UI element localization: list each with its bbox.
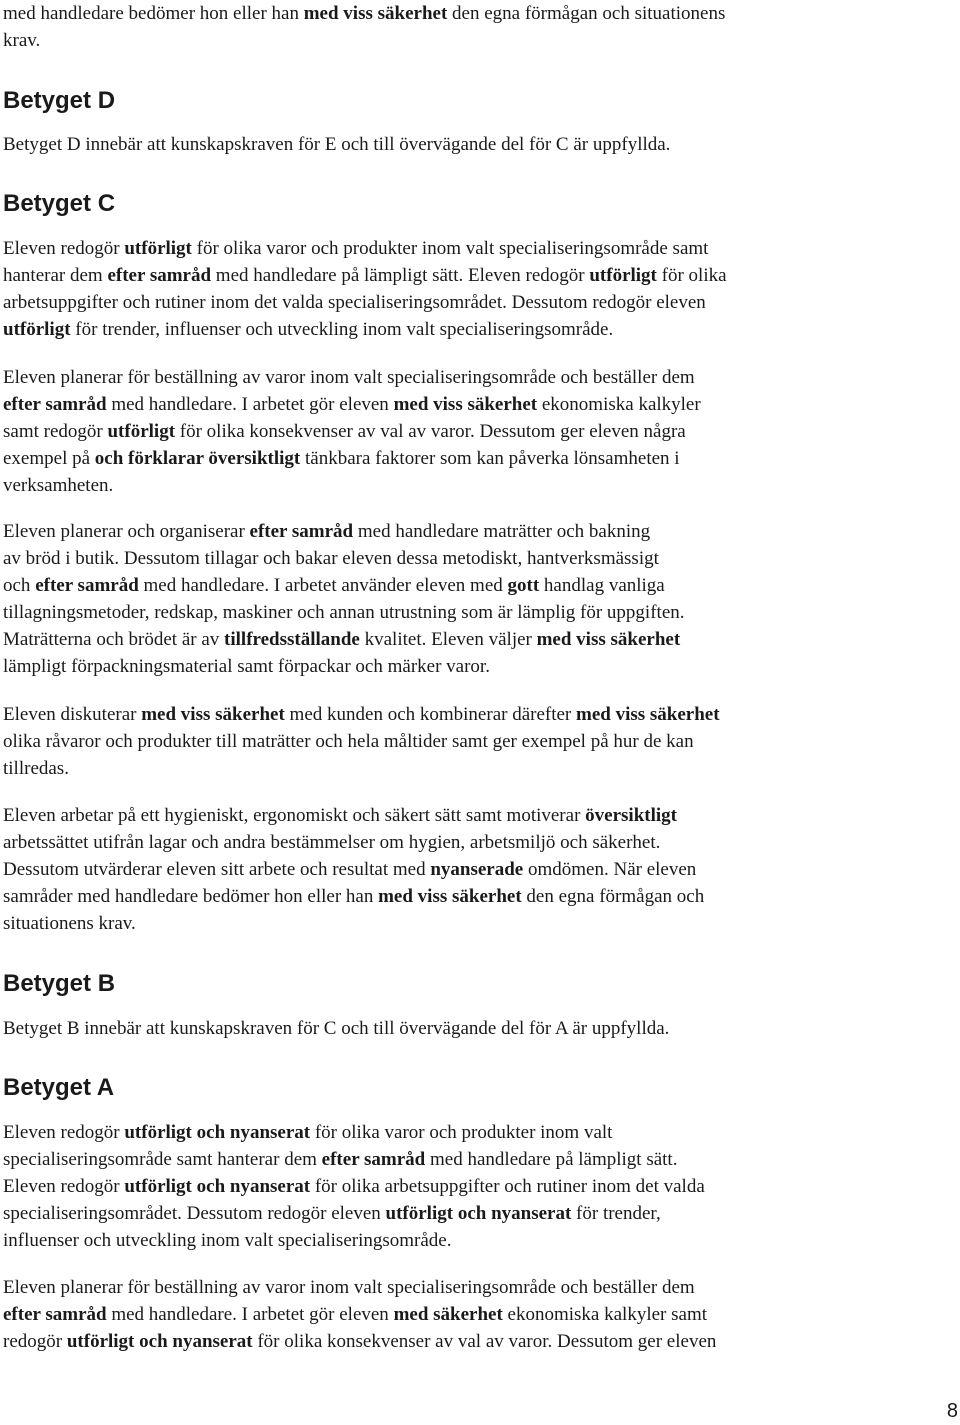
- text-run: den egna förmågan och: [521, 886, 705, 907]
- text-line: [3, 1274, 716, 1301]
- paragraph: [3, 802, 704, 937]
- paragraph: [3, 1274, 716, 1355]
- bold-phrase: efter samråd: [107, 265, 212, 286]
- text-line: [3, 701, 720, 728]
- bold-phrase: utförligt och nyanserat: [385, 1203, 572, 1224]
- text-run: omdömen. När eleven: [523, 859, 697, 880]
- text-run: och: [3, 575, 36, 596]
- text-line: [3, 1173, 705, 1200]
- text-line: [3, 829, 704, 856]
- text-run: Eleven diskuterar: [3, 704, 142, 725]
- text-line: [3, 1301, 716, 1328]
- text-run: den egna förmågan och situationens: [447, 3, 726, 24]
- text-line: [3, 472, 701, 499]
- bold-phrase: med viss säkerhet: [303, 3, 448, 24]
- text-run: med handledare. I arbetet gör eleven: [106, 394, 394, 415]
- text-run: för olika konsekvenser av val av varor. Dessutom ger eleven några: [175, 421, 686, 442]
- text-run: specialiseringsområdet. Dessutom redogör eleven: [3, 1203, 386, 1224]
- text-line: [3, 728, 720, 755]
- text-line: [3, 445, 701, 472]
- text-line: [3, 131, 670, 158]
- text-run: Betyget D innebär att kunskapskraven för E och till övervägande del för C är uppfyllda.: [3, 134, 671, 155]
- text-run: för trender, influenser och utveckling inom valt specialiseringsområde.: [70, 319, 614, 340]
- text-run: med handledare på lämpligt sätt. Eleven redogör: [211, 265, 590, 286]
- paragraph: [3, 1015, 669, 1042]
- bold-phrase: och förklarar översiktligt: [94, 448, 301, 469]
- paragraph: [3, 235, 727, 343]
- text-line: [3, 883, 704, 910]
- text-line: [3, 418, 701, 445]
- text-run: krav.: [3, 30, 41, 51]
- bold-phrase: efter samråd: [249, 521, 354, 542]
- section-heading: Betyget A: [3, 1074, 115, 1101]
- text-run: ekonomiska kalkyler samt: [502, 1304, 708, 1325]
- text-run: arbetssättet utifrån lagar och andra bestämmelser om hygien, arbetsmiljö och säkerhet.: [3, 832, 661, 853]
- bold-phrase: efter samråd: [3, 1304, 107, 1325]
- bold-phrase: nyanserade: [430, 859, 524, 880]
- bold-phrase: efter samråd: [35, 575, 139, 596]
- text-line: [3, 545, 685, 572]
- text-run: för olika varor och produkter inom valt: [310, 1122, 613, 1143]
- text-run: med handledare. I arbetet använder eleven med: [138, 575, 508, 596]
- text-run: handlag vanliga: [539, 575, 665, 596]
- text-run: Eleven redogör: [3, 1122, 125, 1143]
- bold-phrase: med viss säkerhet: [141, 704, 285, 725]
- text-run: exempel på: [3, 448, 95, 469]
- bold-phrase: med viss säkerhet: [576, 704, 720, 725]
- text-run: för olika arbetsuppgifter och rutiner inom det valda: [310, 1176, 705, 1197]
- text-run: samråder med handledare bedömer hon eller han: [3, 886, 379, 907]
- text-line: [3, 391, 701, 418]
- page-number: 8: [946, 1400, 958, 1422]
- text-run: samt redogör: [3, 421, 108, 442]
- text-run: för olika konsekvenser av val av varor. Dessutom ger eleven: [252, 1331, 717, 1352]
- text-run: av bröd i butik. Dessutom tillagar och bakar eleven dessa metodiskt, hantverksmässigt: [3, 548, 659, 569]
- section-heading: Betyget C: [3, 190, 116, 217]
- text-line: [3, 0, 725, 27]
- text-line: [3, 364, 701, 391]
- text-run: med handledare. I arbetet gör eleven: [106, 1304, 394, 1325]
- paragraph: [3, 131, 670, 158]
- bold-phrase: efter samråd: [3, 394, 107, 415]
- text-run: med handledare bedömer hon eller han: [3, 3, 304, 24]
- text-line: [3, 572, 685, 599]
- bold-phrase: med viss säkerhet: [378, 886, 522, 907]
- text-line: [3, 27, 725, 54]
- text-run: situationens krav.: [3, 913, 136, 934]
- text-line: [3, 755, 720, 782]
- text-run: Maträtterna och brödet är av: [3, 629, 225, 650]
- text-run: lämpligt förpackningsmaterial samt förpackar och märker varor.: [3, 656, 490, 677]
- text-run: arbetsuppgifter och rutiner inom det valda specialiseringsområdet. Dessutom redogör eleven: [3, 292, 706, 313]
- text-run: verksamheten.: [3, 475, 114, 496]
- text-run: redogör: [3, 1331, 67, 1352]
- text-run: Eleven redogör: [3, 1176, 125, 1197]
- text-line: [3, 289, 727, 316]
- text-line: [3, 910, 704, 937]
- text-run: influenser och utveckling inom valt specialiseringsområde.: [3, 1230, 452, 1251]
- text-line: [3, 518, 685, 545]
- bold-phrase: utförligt och nyanserat: [124, 1122, 311, 1143]
- bold-phrase: utförligt och nyanserat: [66, 1331, 253, 1352]
- bold-phrase: efter samråd: [321, 1149, 426, 1170]
- text-run: tillagningsmetoder, redskap, maskiner och annan utrustning som är lämplig för uppgiften.: [3, 602, 685, 623]
- paragraph: [3, 364, 701, 499]
- paragraph: [3, 1119, 705, 1254]
- bold-phrase: utförligt: [107, 421, 176, 442]
- paragraph: [3, 0, 725, 54]
- bold-phrase: utförligt och nyanserat: [124, 1176, 311, 1197]
- text-run: kvalitet. Eleven väljer: [359, 629, 537, 650]
- text-run: Betyget B innebär att kunskapskraven för C och till övervägande del för A är uppfyllda.: [3, 1018, 670, 1039]
- text-run: olika råvaror och produkter till maträtter och hela måltider samt ger exempel på hur de kan: [3, 731, 694, 752]
- text-run: hanterar dem: [3, 265, 108, 286]
- text-run: för olika varor och produkter inom valt specialiseringsområde samt: [191, 238, 709, 259]
- text-run: tänkbara faktorer som kan påverka lönsamheten i: [300, 448, 680, 469]
- text-line: [3, 1146, 705, 1173]
- section-heading: Betyget D: [3, 87, 116, 114]
- paragraph: [3, 701, 720, 782]
- bold-phrase: med säkerhet: [393, 1304, 503, 1325]
- bold-phrase: översiktligt: [585, 805, 677, 826]
- text-run: med handledare maträtter och bakning: [353, 521, 651, 542]
- text-line: [3, 1328, 716, 1355]
- text-run: ekonomiska kalkyler: [537, 394, 701, 415]
- text-line: [3, 802, 704, 829]
- text-line: [3, 856, 704, 883]
- bold-phrase: gott: [507, 575, 540, 596]
- section-heading: Betyget B: [3, 970, 116, 997]
- text-line: [3, 1227, 705, 1254]
- text-line: [3, 1015, 669, 1042]
- text-line: [3, 1119, 705, 1146]
- text-run: tillredas.: [3, 758, 69, 779]
- text-run: Dessutom utvärderar eleven sitt arbete och resultat med: [3, 859, 431, 880]
- text-line: [3, 316, 727, 343]
- text-run: Eleven planerar och organiserar: [3, 521, 250, 542]
- bold-phrase: utförligt: [589, 265, 657, 286]
- text-line: [3, 1200, 705, 1227]
- bold-phrase: tillfredsställande: [224, 629, 360, 650]
- bold-phrase: med viss säkerhet: [536, 629, 681, 650]
- text-line: [3, 626, 685, 653]
- text-line: [3, 262, 727, 289]
- text-run: Eleven planerar för beställning av varor inom valt specialiseringsområde och beställer dem: [3, 1277, 695, 1298]
- bold-phrase: med viss säkerhet: [393, 394, 538, 415]
- bold-phrase: utförligt: [124, 238, 192, 259]
- text-run: med handledare på lämpligt sätt.: [425, 1149, 678, 1170]
- text-run: Eleven arbetar på ett hygieniskt, ergonomiskt och säkert sätt samt motiverar: [3, 805, 586, 826]
- paragraph: [3, 518, 685, 680]
- text-run: Eleven redogör: [3, 238, 125, 259]
- text-run: för trender,: [571, 1203, 661, 1224]
- text-run: specialiseringsområde samt hanterar dem: [3, 1149, 322, 1170]
- text-run: Eleven planerar för beställning av varor inom valt specialiseringsområde och beställer dem: [3, 367, 695, 388]
- bold-phrase: utförligt: [3, 319, 71, 340]
- text-run: för olika: [656, 265, 727, 286]
- text-line: [3, 599, 685, 626]
- text-line: [3, 653, 685, 680]
- text-run: med kunden och kombinerar därefter: [284, 704, 577, 725]
- text-line: [3, 235, 727, 262]
